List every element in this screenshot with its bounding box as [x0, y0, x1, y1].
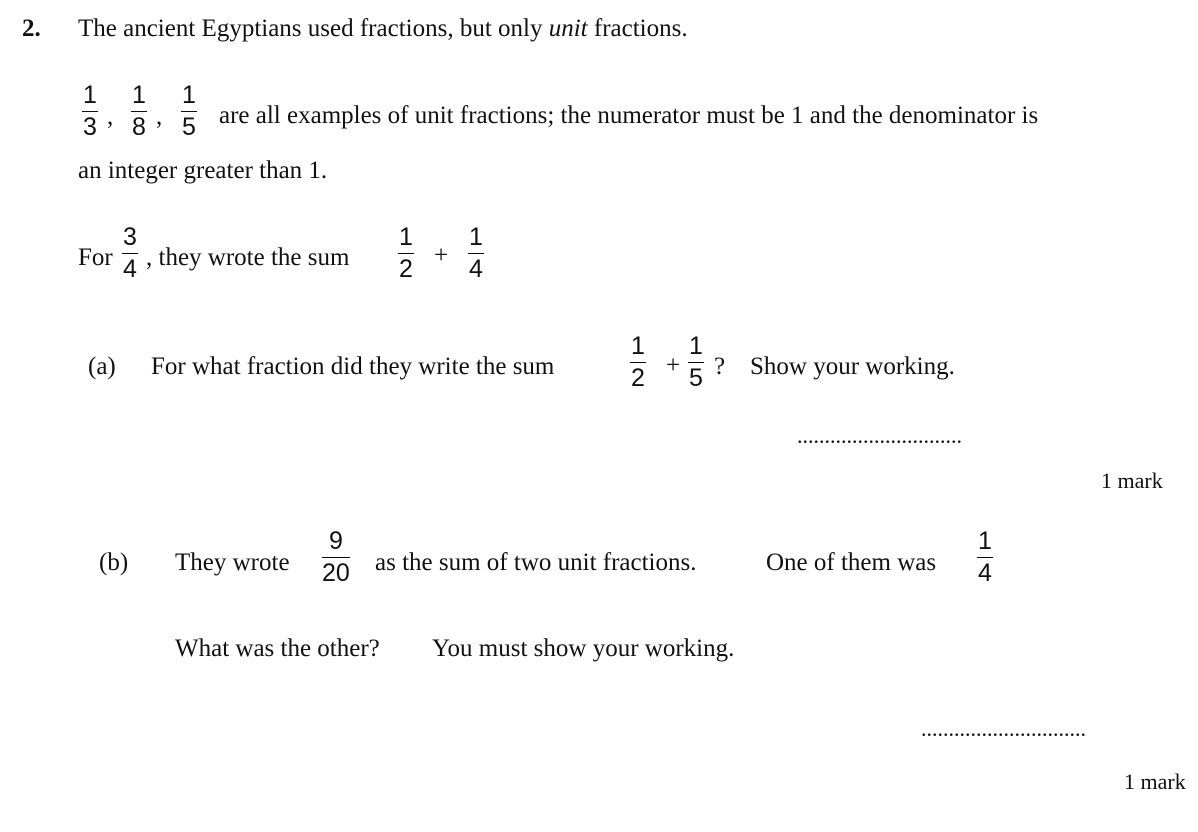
part-b-text-mid: as the sum of two unit fractions. — [375, 549, 697, 576]
numerator: 1 — [132, 81, 146, 109]
numerator: 1 — [182, 81, 196, 109]
example-fraction-3 — [181, 83, 197, 140]
definition-line-2: an integer greater than 1. — [78, 157, 328, 184]
example-separator: , — [107, 103, 114, 130]
example-fraction-2 — [131, 83, 147, 140]
part-b-known-fraction — [977, 529, 993, 586]
part-b-text-pre: They wrote — [175, 549, 290, 576]
question-mark: ? — [714, 353, 726, 380]
denominator: 5 — [689, 364, 703, 392]
part-a-instruction: Show your working. — [750, 353, 955, 380]
denominator: 8 — [132, 113, 146, 141]
denominator: 4 — [469, 255, 483, 283]
part-a-marks: 1 mark — [1101, 468, 1163, 493]
part-b-instruction: You must show your working. — [432, 635, 735, 662]
part-a-term-1 — [630, 334, 646, 391]
plus-operator: + — [434, 242, 449, 269]
part-a-answer-line[interactable]: .............................. — [797, 423, 962, 448]
denominator: 3 — [83, 113, 97, 141]
denominator: 4 — [123, 255, 137, 283]
example-term-2 — [468, 225, 484, 282]
example-separator: , — [156, 103, 163, 130]
example-sum-prefix: For — [78, 244, 113, 271]
part-a-term-2 — [688, 334, 704, 391]
numerator: 9 — [328, 527, 343, 555]
denominator: 20 — [322, 559, 350, 587]
example-term-1 — [398, 225, 414, 282]
question-number: 2. — [22, 15, 41, 42]
part-b-target-fraction — [322, 529, 350, 586]
denominator: 2 — [399, 255, 413, 283]
intro-emphasis: unit — [548, 15, 588, 42]
definition-line-1: are all examples of unit fractions; the numerator must be 1 and the denominator is — [219, 102, 1039, 129]
example-fraction-1 — [82, 83, 98, 140]
numerator: 1 — [469, 223, 483, 251]
plus-operator: + — [666, 352, 681, 379]
numerator: 3 — [123, 223, 137, 251]
numerator: 1 — [399, 223, 413, 251]
intro-text-pre: The ancient Egyptians used fractions, but only — [78, 15, 549, 42]
intro-text-post: fractions. — [587, 15, 688, 42]
part-b-answer-line[interactable]: .............................. — [921, 716, 1086, 741]
denominator: 4 — [978, 559, 992, 587]
numerator: 1 — [83, 81, 97, 109]
part-b-question: What was the other? — [175, 635, 380, 662]
numerator: 1 — [689, 332, 703, 360]
denominator: 2 — [631, 364, 645, 392]
question-intro — [78, 16, 688, 41]
numerator: 1 — [978, 527, 992, 555]
example-sum-middle: , they wrote the sum — [146, 244, 350, 271]
example-target-fraction — [122, 225, 138, 282]
part-b-label: (b) — [99, 549, 129, 576]
part-a-text: For what fraction did they write the sum — [151, 353, 555, 380]
part-a-label: (a) — [88, 353, 116, 380]
denominator: 5 — [182, 113, 196, 141]
part-b-marks: 1 mark — [1124, 769, 1186, 794]
part-b-text-mid2: One of them was — [766, 549, 937, 576]
numerator: 1 — [631, 332, 645, 360]
